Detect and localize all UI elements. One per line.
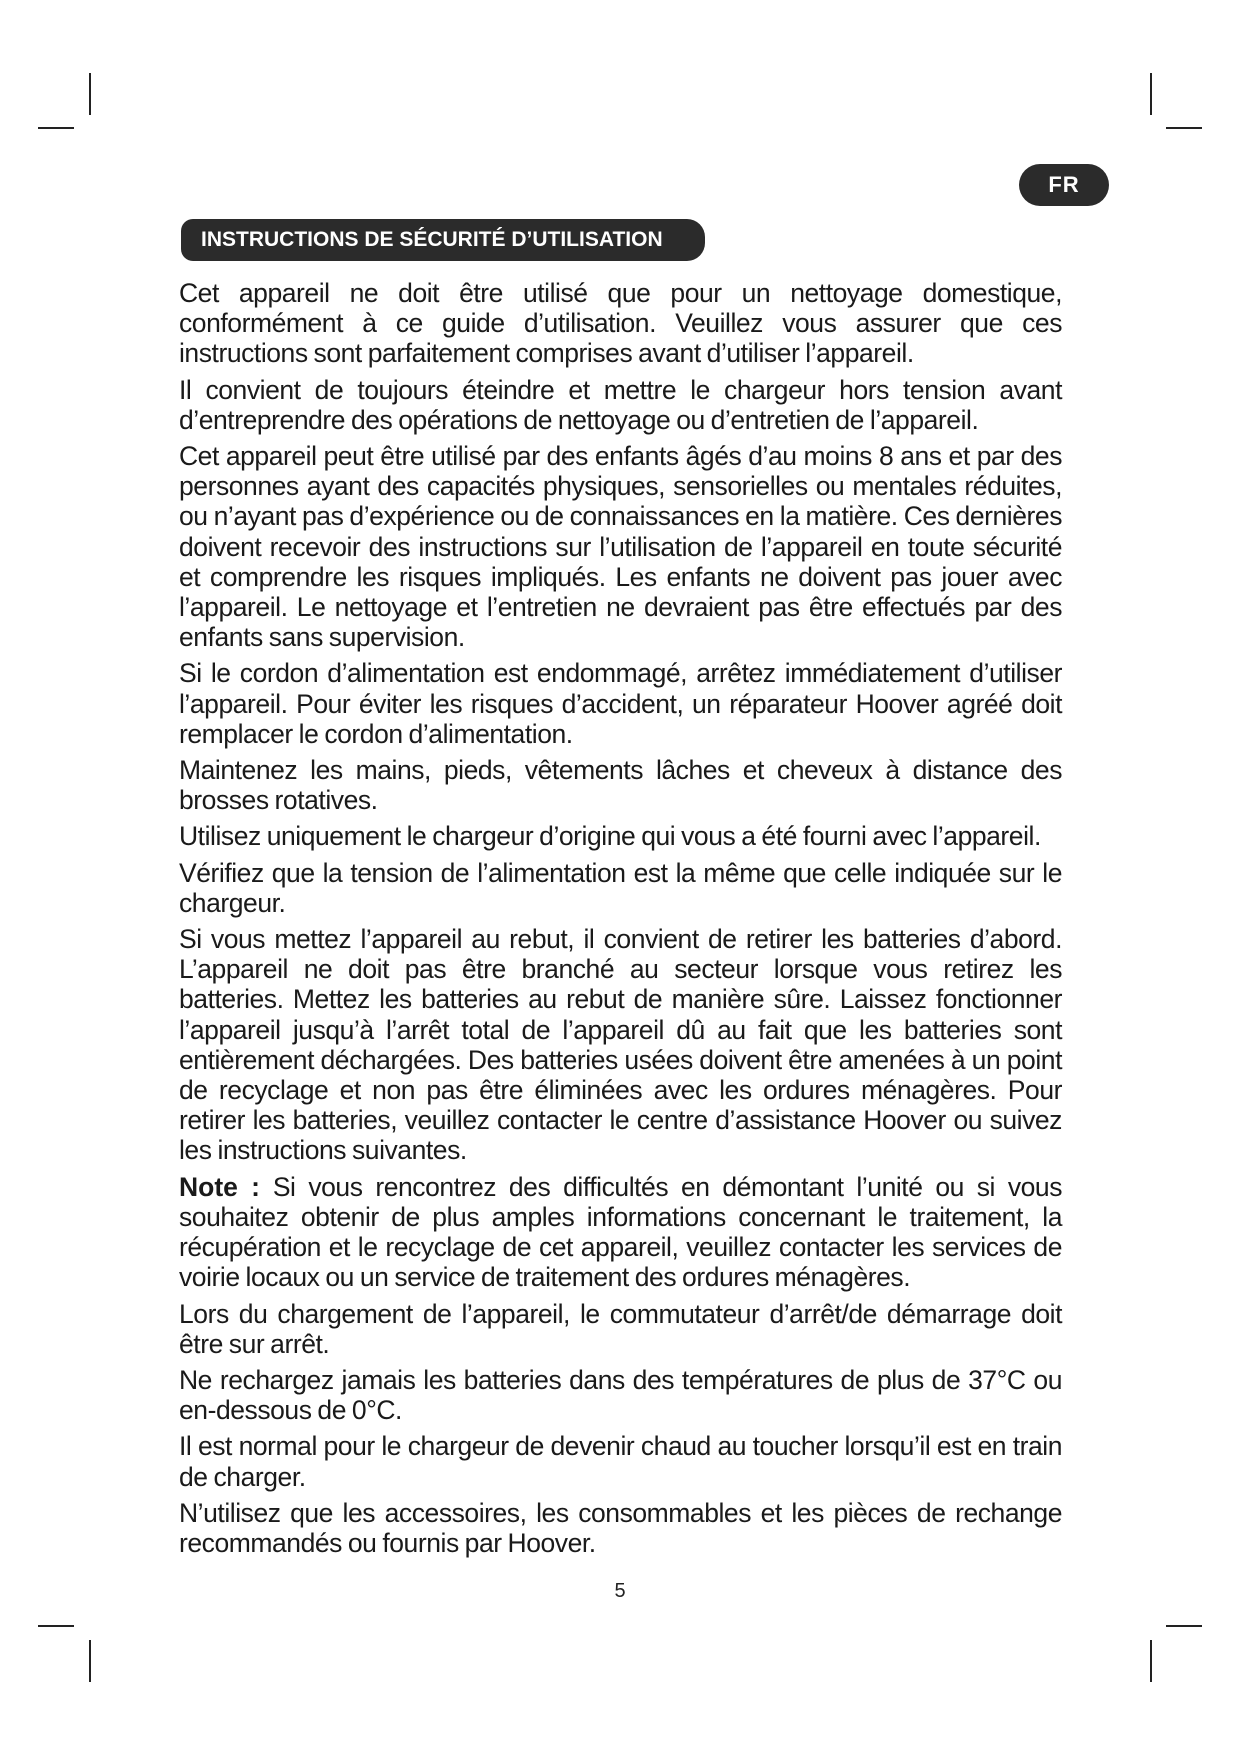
- paragraph-charging-switch: Lors du chargement de l’appareil, le commutateur d’arrêt/de démarrage doit être sur arrêt.: [179, 1298, 1062, 1359]
- paragraph-domestic-use: Cet appareil ne doit être utilisé que pour un nettoyage domestique, conformément à ce guide d’utilisation. Veuillez vous assurer que ces instructions sont parfaitement comprises avant d’utiliser l’appareil.: [179, 278, 1062, 369]
- note-paragraph: [179, 1172, 1062, 1293]
- instructions-body: [179, 278, 1062, 1564]
- paragraph-brushes: Maintenez les mains, pieds, vêtements lâches et cheveux à distance des brosses rotatives.: [179, 755, 1062, 816]
- crop-mark: [1166, 127, 1202, 129]
- crop-mark: [89, 1640, 91, 1682]
- crop-mark: [1150, 1640, 1152, 1682]
- paragraph-accessories: N’utilisez que les accessoires, les consommables et les pièces de rechange recommandés ou fournis par Hoover.: [179, 1497, 1062, 1558]
- paragraph-children: Cet appareil peut être utilisé par des enfants âgés d’au moins 8 ans et par des personnes ayant des capacités physiques, sensorielles ou mentales réduites, ou n’ayant pas d’expérience ou de connaissances en la matière. Ces dernières doivent recevoir des instructions sur l’utilisation de l’appareil en toute sécurité et comprendre les risques impliqués. Les enfants ne doivent pas jouer avec l’appareil. Le nettoyage et l’entretien ne devraient pas être effectués par des enfants sans supervision.: [179, 441, 1062, 653]
- note-label: Note :: [179, 1171, 260, 1202]
- paragraph-battery-disposal: Si vous mettez l’appareil au rebut, il convient de retirer les batteries d’abord. L’appareil ne doit pas être branché au secteur lorsque vous retirez les batteries. Mettez les batteries au rebut de manière sûre. Laissez fonctionner l’appareil jusqu’à l’arrêt total de l’appareil dû au fait que les batteries sont entièrement déchargées. Des batteries usées doivent être amenées à un point de recyclage et non pas être éliminées avec les ordures ménagères. Pour retirer les batteries, veuillez contacter le centre d’assistance Hoover ou suivez les instructions suivantes.: [179, 924, 1062, 1166]
- paragraph-power-cord: Si le cordon d’alimentation est endommagé, arrêtez immédiatement d’utiliser l’appareil. Pour éviter les risques d’accident, un réparateur Hoover agréé doit remplacer le cordon d’alimentation.: [179, 658, 1062, 749]
- crop-mark: [89, 73, 91, 115]
- paragraph-temperature: Ne rechargez jamais les batteries dans des températures de plus de 37°C ou en-dessous de 0°C.: [179, 1364, 1062, 1426]
- crop-mark: [38, 1625, 74, 1627]
- paragraph-original-charger: Utilisez uniquement le chargeur d’origine qui vous a été fourni avec l’appareil.: [179, 821, 1041, 852]
- language-badge: FR: [1019, 164, 1109, 206]
- page-number: 5: [614, 1580, 626, 1602]
- section-title: INSTRUCTIONS DE SÉCURITÉ D’UTILISATION: [181, 219, 705, 261]
- crop-mark: [1150, 73, 1152, 115]
- crop-mark: [38, 127, 74, 129]
- note-text: Si vous rencontrez des difficultés en démontant l’unité ou si vous souhaitez obtenir de plus amples informations concernant le traitement, la récupération et le recyclage de cet appareil, veuillez contacter les services de voirie locaux ou un service de traitement des ordures ménagères.: [179, 1171, 1062, 1293]
- paragraph-switch-off: Il convient de toujours éteindre et mettre le chargeur hors tension avant d’entreprendre des opérations de nettoyage ou d’entretien de l’appareil.: [179, 374, 1062, 435]
- paragraph-voltage: Vérifiez que la tension de l’alimentation est la même que celle indiquée sur le chargeur.: [179, 857, 1062, 918]
- paragraph-charger-warm: Il est normal pour le chargeur de devenir chaud au toucher lorsqu’il est en train de charger.: [179, 1431, 1062, 1492]
- crop-mark: [1166, 1625, 1202, 1627]
